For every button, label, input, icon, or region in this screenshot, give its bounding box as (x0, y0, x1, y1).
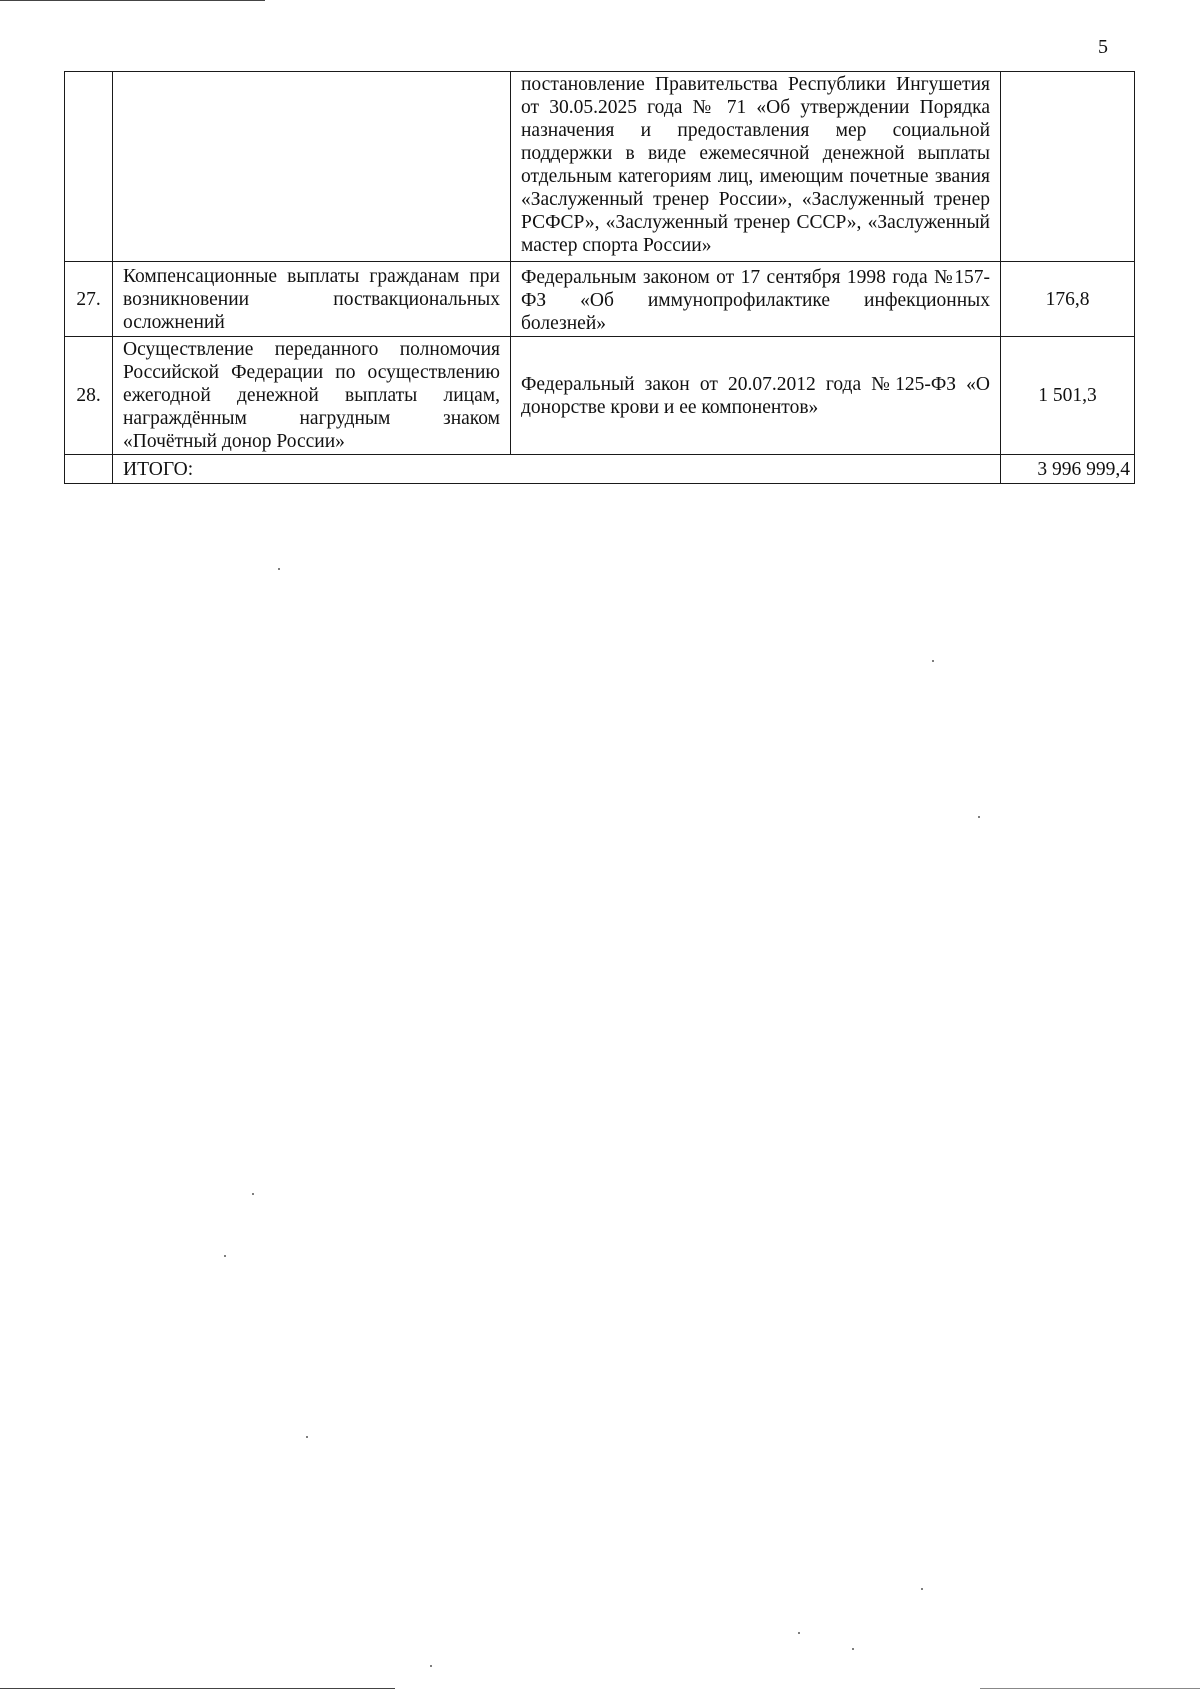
row-basis-cell: Федеральный закон от 20.07.2012 года №125-ФЗ «О донорстве крови и ее компонентов» (511, 337, 1001, 455)
total-number-cell (65, 455, 113, 484)
scan-speck (306, 1436, 308, 1438)
table-row (65, 262, 1135, 337)
scan-edge-line-top (0, 0, 265, 1)
scan-speck (252, 1193, 254, 1195)
scan-speck (932, 660, 934, 662)
row-name-cell: Осуществление переданного полномочия Российской Федерации по осуществлению ежегодной денежной выплаты лицам, награждённым нагрудным знаком «Почётный донор России» (113, 337, 511, 455)
scan-speck (798, 1632, 800, 1634)
row-amount-cell: 176,8 (1001, 262, 1135, 337)
total-row (65, 455, 1135, 484)
scan-speck (224, 1255, 226, 1257)
payments-table (64, 71, 1135, 484)
row-name-cell: Компенсационные выплаты гражданам при возникновении поствакциональных осложнений (113, 262, 511, 337)
table-row (65, 72, 1135, 262)
row-basis-cell: Федеральным законом от 17 сентября 1998 года №157-ФЗ «Об иммунопрофилактике инфекционных болезней» (511, 262, 1001, 337)
scan-speck (430, 1665, 432, 1667)
row-basis-cell: постановление Правительства Республики Ингушетия от 30.05.2025 года № 71 «Об утверждении Порядка назначения и предоставления мер социальной поддержки в виде ежемесячной денежной выплаты отдельным категориям лиц, имеющим почетные звания «Заслуженный тренер России», «Заслуженный тренер РСФСР», «Заслуженный тренер СССР», «Заслуженный мастер спорта России» (511, 72, 1001, 262)
row-number-cell: 28. (65, 337, 113, 455)
total-label: ИТОГО: (113, 455, 1001, 484)
row-number-cell (65, 72, 113, 262)
row-amount-cell: 1 501,3 (1001, 337, 1135, 455)
scan-speck (921, 1588, 923, 1590)
row-amount-cell (1001, 72, 1135, 262)
page-number: 5 (1098, 36, 1108, 58)
scan-speck (852, 1648, 854, 1650)
table-row (65, 337, 1135, 455)
row-number-cell: 27. (65, 262, 113, 337)
scan-edge-line-bottom-right (980, 1688, 1200, 1689)
row-name-cell (113, 72, 511, 262)
scan-speck (978, 816, 980, 818)
total-amount: 3 996 999,4 (1001, 455, 1135, 484)
scan-edge-line-bottom (0, 1688, 395, 1689)
scan-speck (278, 568, 280, 570)
